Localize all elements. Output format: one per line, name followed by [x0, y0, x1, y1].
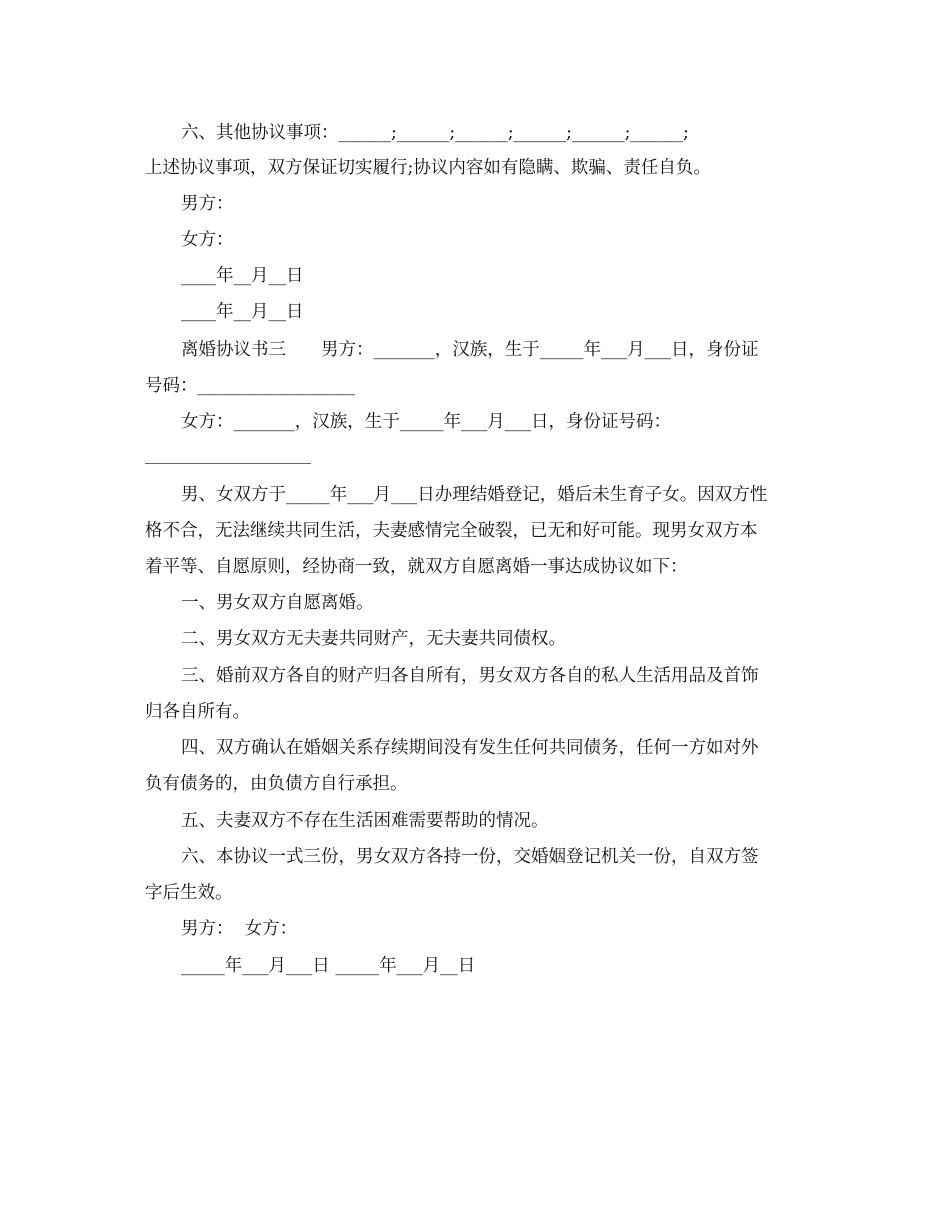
marriage-paragraph-line-2: 格不合，无法继续共同生活，夫妻感情完全破裂，已无和好可能。现男女双方本	[145, 521, 758, 541]
clause-4-line-2: 负有债务的，由负债方自行承担。	[145, 774, 408, 794]
agreement-three-header: 离婚协议书三 男方：_______，汉族，生于_____年___月___日，身份证	[181, 340, 759, 360]
clause-6-line-1: 六、本协议一式三份，男女双方各持一份，交婚姻登记机关一份，自双方签	[181, 847, 759, 867]
clause-4-line-1: 四、双方确认在婚姻关系存续期间没有发生任何共同债务，任何一方如对外	[181, 738, 759, 758]
clause-2: 二、男女双方无夫妻共同财产，无夫妻共同债权。	[181, 629, 566, 649]
other-terms-line: 六、其他协议事项：______;______;______;______;______;______;	[181, 123, 689, 143]
clause-3-line-1: 三、婚前双方各自的财产归各自所有，男女双方各自的私人生活用品及首饰	[181, 666, 759, 686]
signature-labels: 男方： 女方：	[181, 919, 298, 939]
husband-signature-label: 男方：	[181, 194, 234, 214]
date-line-1: ____年__月__日	[181, 266, 304, 286]
guarantee-line: 上述协议事项，双方保证切实履行;协议内容如有隐瞒、欺骗、责任自负。	[145, 158, 711, 178]
wife-info-line: 女方：_______，汉族，生于_____年___月___日，身份证号码：	[181, 412, 671, 432]
husband-id-line: 号码：__________________	[145, 376, 355, 396]
wife-signature-label: 女方：	[181, 230, 234, 250]
marriage-paragraph-line-3: 着平等、自愿原则，经协商一致，就双方自愿离婚一事达成协议如下：	[145, 557, 688, 577]
clause-3-line-2: 归各自所有。	[145, 702, 250, 722]
date-line-2: ____年__月__日	[181, 302, 304, 322]
clause-1: 一、男女双方自愿离婚。	[181, 593, 374, 613]
wife-id-blank	[145, 463, 311, 464]
marriage-paragraph-line-1: 男、女双方于_____年___月___日办理结婚登记，婚后未生育子女。因双方性	[181, 485, 768, 505]
clause-6-line-2: 字后生效。	[145, 883, 233, 903]
signature-dates: _____年___月___日 _____年___月__日	[181, 956, 476, 976]
clause-5: 五、夫妻双方不存在生活困难需要帮助的情况。	[181, 811, 549, 831]
